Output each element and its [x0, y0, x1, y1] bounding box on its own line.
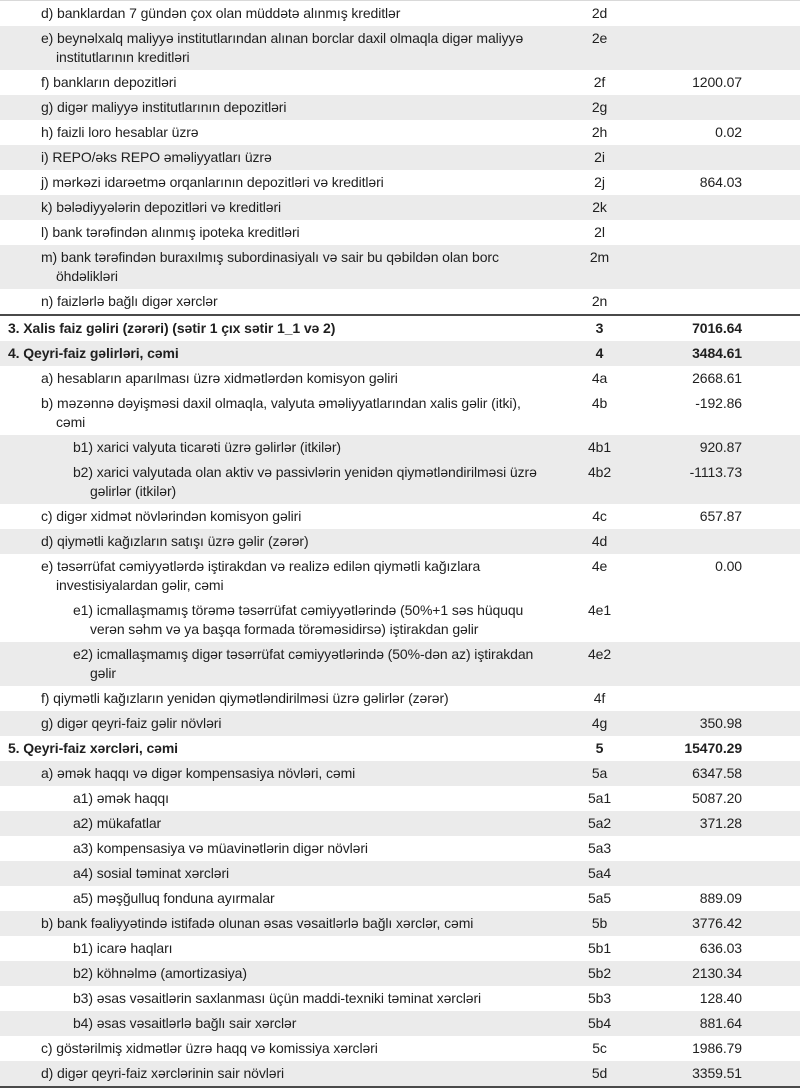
row-code: 5b — [591, 915, 608, 931]
row-code: 5a2 — [587, 815, 612, 831]
row-label: d) digər qeyri-faiz xərclərinin sair növləri — [41, 1065, 285, 1081]
table-row — [0, 341, 800, 366]
row-code: 3 — [595, 320, 604, 336]
row-code: 2e — [591, 30, 608, 46]
row-label: j) mərkəzi idarəetmə orqanlarının depozitləri və kreditləri — [41, 174, 384, 190]
row-label: c) göstərilmiş xidmətlər üzrə haqq və komissiya xərcləri — [41, 1040, 378, 1056]
row-code: 4b — [591, 395, 608, 411]
row-label: b2) xarici valyutada olan aktiv və passivlərin yenidən qiymətləndirilməsi üzrə gəlirlər (itkilər) — [73, 464, 537, 499]
row-value: 920.87 — [699, 439, 742, 455]
row-code: 5b3 — [587, 990, 612, 1006]
table-row — [0, 289, 800, 314]
table-row — [0, 220, 800, 245]
row-label: c) digər xidmət növlərindən komisyon gəliri — [41, 508, 302, 524]
row-label: 3. Xalis faiz gəliri (zərəri) (sətir 1 çıx sətir 1_1 və 2) — [8, 320, 336, 336]
row-value: 636.03 — [699, 940, 742, 956]
row-value: 1200.07 — [692, 74, 742, 90]
row-code: 5a1 — [587, 790, 612, 806]
row-code: 2d — [591, 5, 608, 21]
row-value: 3359.51 — [692, 1065, 742, 1081]
row-value: 128.40 — [699, 990, 742, 1006]
table-row — [0, 961, 800, 986]
row-value: -1113.73 — [689, 464, 742, 480]
row-code: 4g — [591, 715, 608, 731]
row-value: 881.64 — [699, 1015, 742, 1031]
row-label: 5. Qeyri-faiz xərcləri, cəmi — [8, 740, 178, 756]
row-code: 4c — [592, 508, 607, 524]
row-label: g) digər maliyyə institutlarının depozitləri — [41, 99, 287, 115]
row-code: 5b2 — [587, 965, 612, 981]
table-row — [0, 642, 800, 686]
row-code: 2k — [592, 199, 607, 215]
table-row — [0, 886, 800, 911]
row-value: 3484.61 — [692, 345, 742, 361]
table-row — [0, 711, 800, 736]
table-row — [0, 554, 800, 598]
row-value: 1986.79 — [692, 1040, 742, 1056]
row-label: e) beynəlxalq maliyyə institutlarından alınan borclar daxil olmaqla digər maliyyə institutlarının kreditləri — [41, 30, 524, 65]
row-label: g) digər qeyri-faiz gəlir növləri — [41, 715, 222, 731]
row-code: 5a — [591, 765, 608, 781]
table-row — [0, 26, 800, 70]
row-code: 5b1 — [587, 940, 612, 956]
table-row — [0, 529, 800, 554]
row-label: e1) icmallaşmamış törəmə təsərrüfat cəmiyyətlərində (50%+1 səs hüququ verən səhm və ya başqa formada törəməsidirsə) iştirakdan gəlir — [73, 602, 524, 637]
table-row — [0, 936, 800, 961]
row-label: a2) mükafatlar — [73, 815, 162, 831]
row-code: 2h — [591, 124, 608, 140]
row-code: 5a4 — [587, 865, 612, 881]
row-label: k) bələdiyyələrin depozitləri və kreditləri — [41, 199, 282, 215]
row-code: 4 — [595, 345, 604, 361]
table-row — [0, 861, 800, 886]
row-label: f) qiymətli kağızların yenidən qiymətləndirilməsi üzrə gəlirlər (zərər) — [41, 690, 449, 706]
row-value: 657.87 — [699, 508, 742, 524]
row-code: 5 — [595, 740, 604, 756]
row-code: 4a — [591, 370, 608, 386]
row-code: 2m — [589, 249, 610, 265]
table-row — [0, 836, 800, 861]
row-label: b3) əsas vəsaitlərin saxlanması üçün maddi-texniki təminat xərcləri — [73, 990, 482, 1006]
table-row — [0, 1011, 800, 1036]
table-row — [0, 686, 800, 711]
row-label: n) faizlərlə bağlı digər xərclər — [41, 293, 218, 309]
row-code: 5a3 — [587, 840, 612, 856]
table-row — [0, 986, 800, 1011]
row-code: 2i — [594, 149, 605, 165]
row-code: 5b4 — [587, 1015, 612, 1031]
row-label: b4) əsas vəsaitlərlə bağlı sair xərclər — [73, 1015, 297, 1031]
row-code: 2f — [593, 74, 606, 90]
row-value: 350.98 — [699, 715, 742, 731]
table-row — [0, 1, 800, 26]
row-code: 4b1 — [587, 439, 612, 455]
row-value: 7016.64 — [692, 320, 742, 336]
row-label: a) hesabların aparılması üzrə xidmətlərdən komisyon gəliri — [41, 370, 398, 386]
table-row — [0, 736, 800, 761]
table-row — [0, 314, 800, 341]
table-row — [0, 911, 800, 936]
table-row — [0, 761, 800, 786]
row-code: 2l — [594, 224, 605, 240]
table-row — [0, 70, 800, 95]
row-code: 4e1 — [587, 602, 612, 618]
row-code: 5c — [592, 1040, 607, 1056]
table-row — [0, 786, 800, 811]
row-label: f) bankların depozitləri — [41, 74, 177, 90]
table-row — [0, 504, 800, 529]
row-value: 0.00 — [715, 558, 742, 574]
table-row — [0, 195, 800, 220]
row-value: 2130.34 — [692, 965, 742, 981]
table-row — [0, 811, 800, 836]
row-code: 5d — [591, 1065, 608, 1081]
table-row — [0, 391, 800, 435]
row-label: a1) əmək haqqı — [73, 790, 169, 806]
row-value: 6347.58 — [692, 765, 742, 781]
table-row — [0, 460, 800, 504]
table-row — [0, 366, 800, 391]
table-row — [0, 245, 800, 289]
row-value: 2668.61 — [692, 370, 742, 386]
row-label: 4. Qeyri-faiz gəlirləri, cəmi — [8, 345, 179, 361]
table-row — [0, 170, 800, 195]
row-label: a5) məşğulluq fonduna ayırmalar — [73, 890, 275, 906]
row-label: b2) köhnəlmə (amortizasiya) — [73, 965, 247, 981]
table-row — [0, 145, 800, 170]
row-code: 2g — [591, 99, 608, 115]
row-label: b) məzənnə dəyişməsi daxil olmaqla, valyuta əməliyyatlarından xalis gəlir (itki), cəmi — [41, 395, 521, 430]
row-value: 371.28 — [699, 815, 742, 831]
row-value: 15470.29 — [684, 740, 742, 756]
row-code: 5a5 — [587, 890, 612, 906]
row-label: h) faizli loro hesablar üzrə — [41, 124, 199, 140]
table-row — [0, 435, 800, 460]
table-row — [0, 1061, 800, 1086]
table-row — [0, 598, 800, 642]
row-code: 4e2 — [587, 646, 612, 662]
table-row — [0, 95, 800, 120]
table-row — [0, 1036, 800, 1061]
row-value: 0.02 — [715, 124, 742, 140]
row-code: 4d — [591, 533, 608, 549]
row-code: 2n — [591, 293, 608, 309]
row-code: 4f — [593, 690, 606, 706]
row-label: d) qiymətli kağızların satışı üzrə gəlir (zərər) — [41, 533, 309, 549]
row-label: l) bank tərəfindən alınmış ipoteka kreditləri — [41, 224, 300, 240]
row-value: 5087.20 — [692, 790, 742, 806]
row-label: b1) icarə haqları — [73, 940, 173, 956]
row-value: 889.09 — [699, 890, 742, 906]
row-code: 4e — [591, 558, 608, 574]
row-label: a4) sosial təminat xərcləri — [73, 865, 230, 881]
row-label: a3) kompensasiya və müavinətlərin digər növləri — [73, 840, 368, 856]
row-label: e2) icmallaşmamış digər təsərrüfat cəmiyyətlərində (50%-dən az) iştirakdan gəlir — [73, 646, 534, 681]
row-label: e) təsərrüfat cəmiyyətlərdə iştirakdan və realizə edilən qiymətli kağızlara investisiyalardan gəlir, cəmi — [41, 558, 481, 593]
row-code: 4b2 — [587, 464, 612, 480]
row-label: d) banklardan 7 gündən çox olan müddətə alınmış kreditlər — [41, 5, 401, 21]
row-label: b) bank fəaliyyətində istifadə olunan əsas vəsaitlərlə bağlı xərclər, cəmi — [41, 915, 474, 931]
row-value: -192.86 — [695, 395, 742, 411]
row-label: m) bank tərəfindən buraxılmış subordinasiyalı və sair bu qəbildən olan borc öhdəlikləri — [41, 249, 499, 284]
row-label: b1) xarici valyuta ticarəti üzrə gəlirlər (itkilər) — [73, 439, 341, 455]
row-label: i) REPO/əks REPO əməliyyatları üzrə — [41, 149, 272, 165]
row-value: 3776.42 — [692, 915, 742, 931]
row-code: 2j — [594, 174, 605, 190]
table-row — [0, 120, 800, 145]
row-label: a) əmək haqqı və digər kompensasiya növləri, cəmi — [41, 765, 356, 781]
row-value: 864.03 — [699, 174, 742, 190]
